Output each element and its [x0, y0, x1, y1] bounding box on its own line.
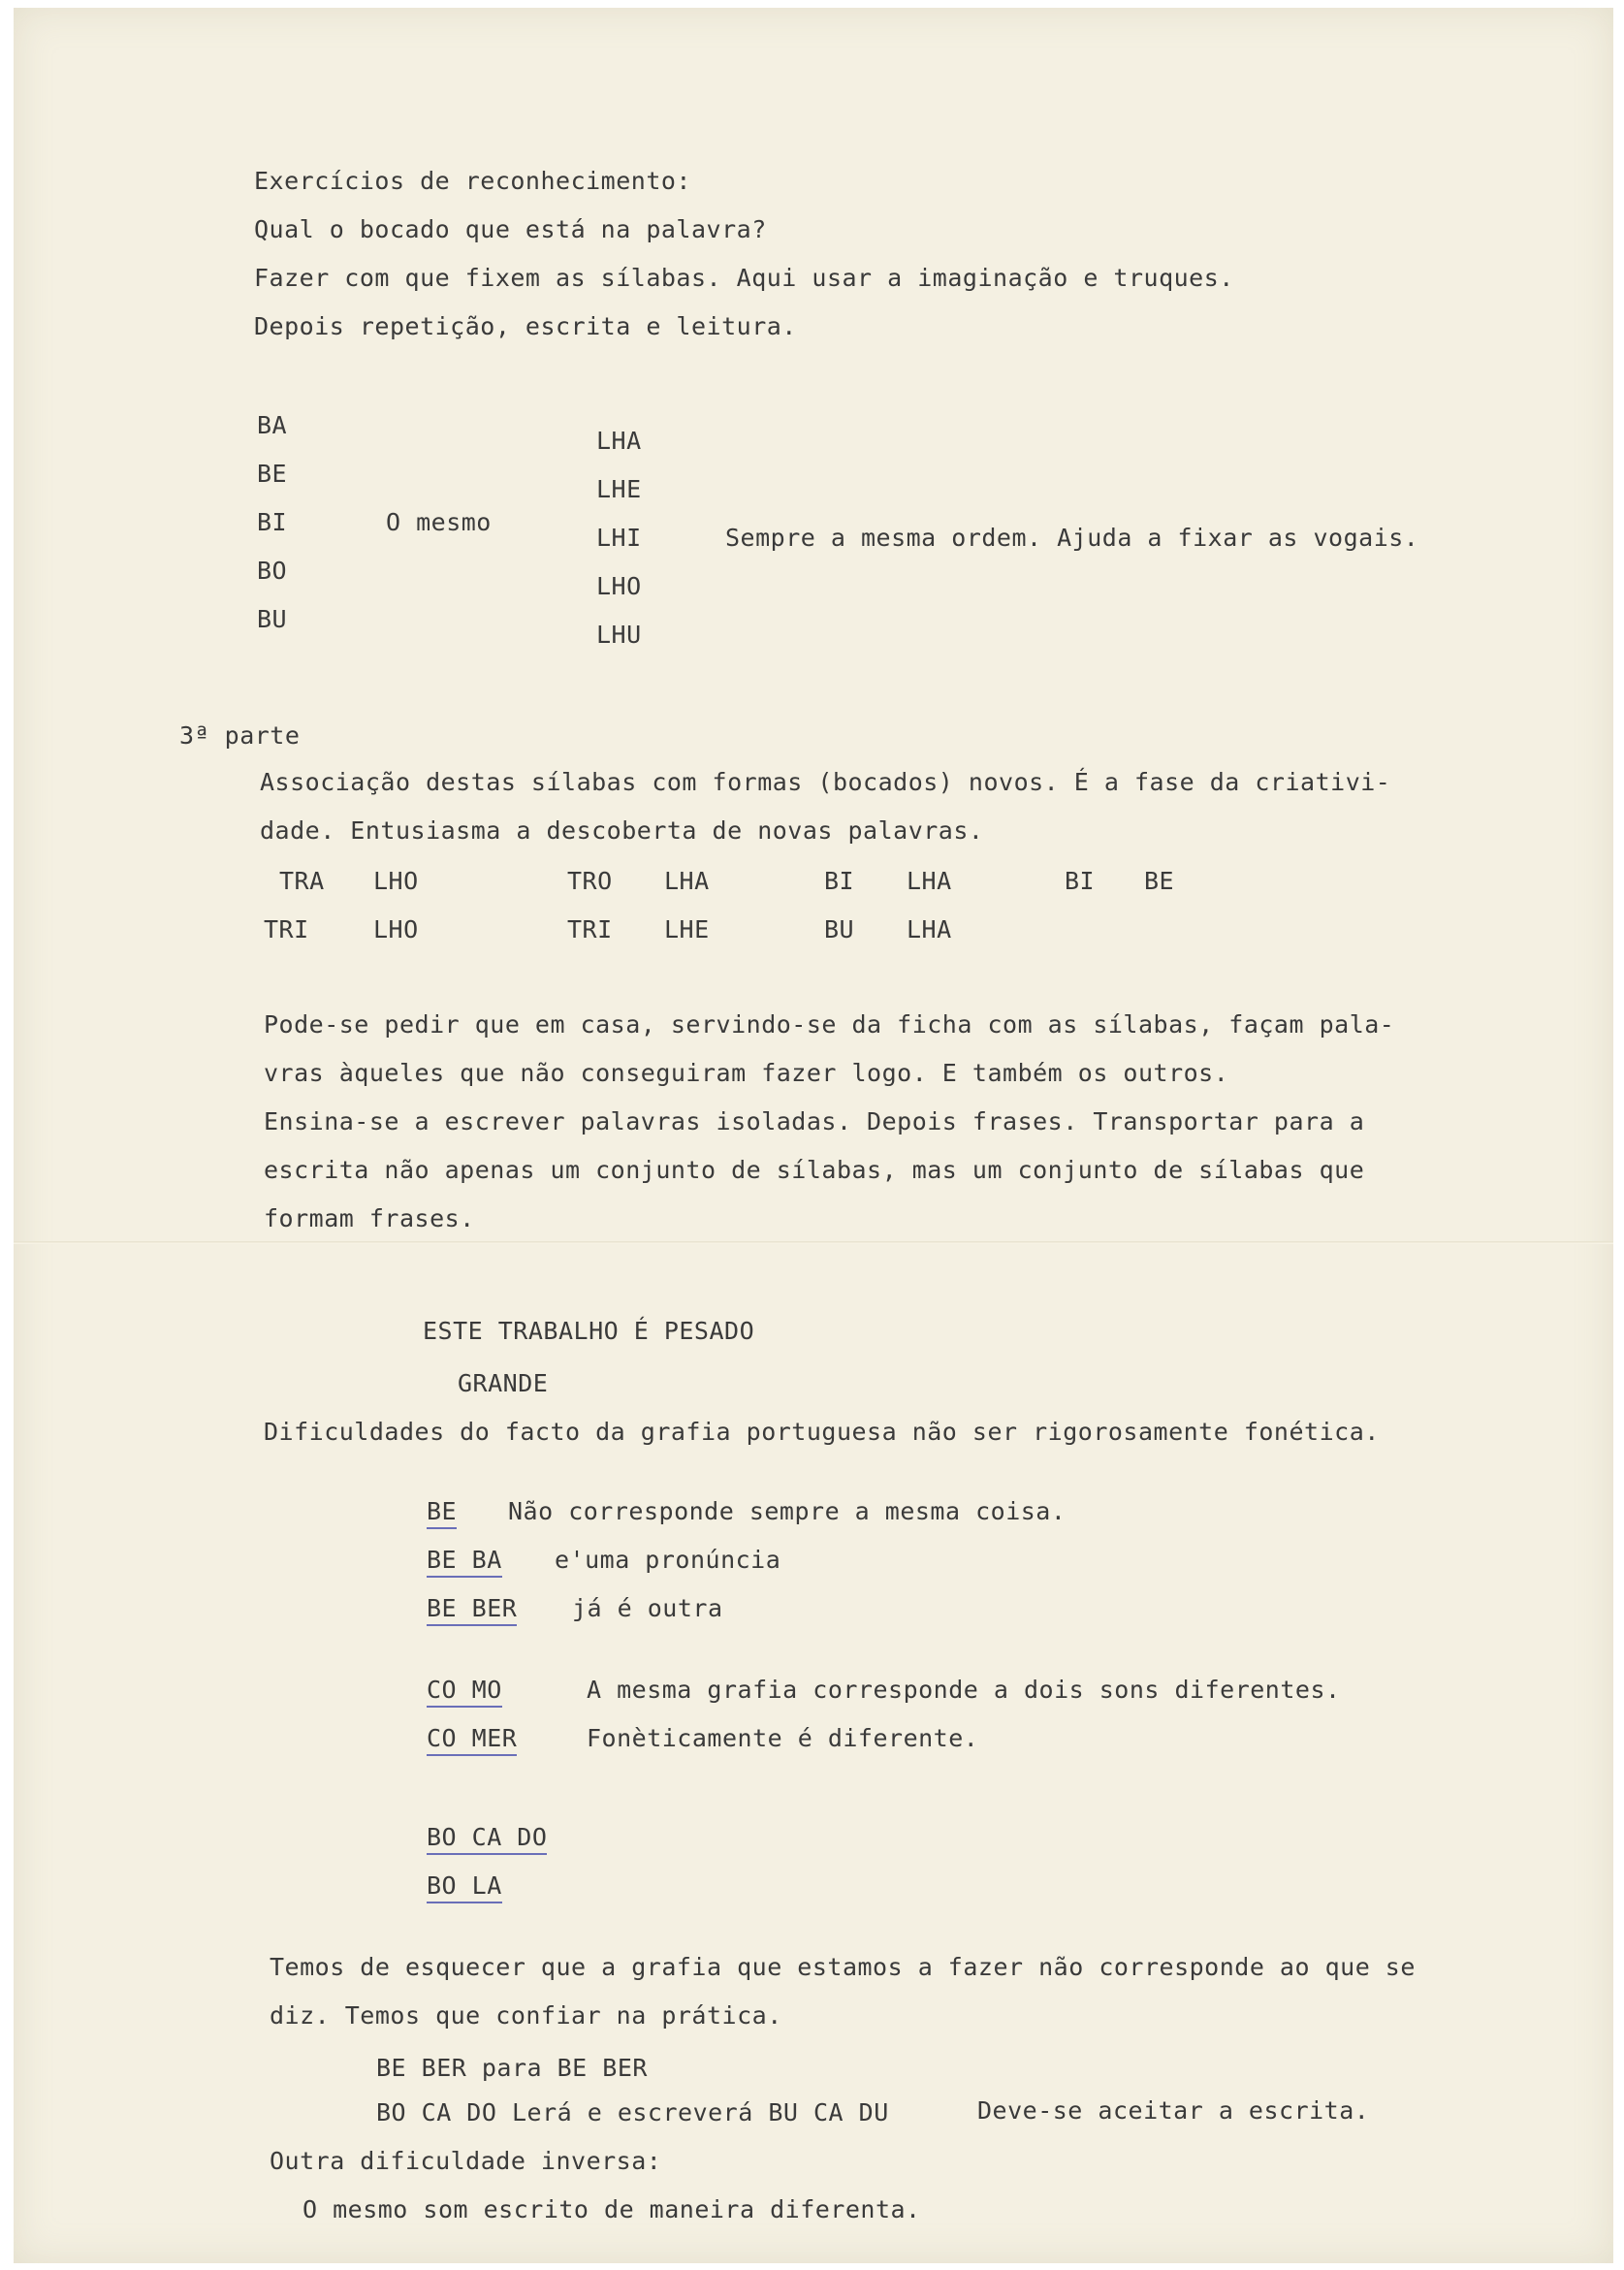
closing-line-5: Outra dificuldade inversa:	[270, 2147, 662, 2175]
example-como	[427, 1676, 502, 1704]
word-row1-1: TRA	[279, 867, 325, 895]
syllable-right-3: LHI	[596, 524, 642, 552]
example-be-word: BE	[427, 1497, 457, 1529]
word-row2-6: LHA	[907, 915, 952, 943]
syllable-right-5: LHU	[596, 621, 642, 649]
word-row1-6: LHA	[907, 867, 952, 895]
para2-line-1: Pode-se pedir que em casa, servindo-se da ficha com as sílabas, façam pala-	[264, 1010, 1395, 1039]
syllable-left-3: BI	[257, 508, 288, 536]
closing-line-4b: Deve-se aceitar a escrita.	[977, 2096, 1370, 2125]
example-beber	[427, 1594, 517, 1622]
example-be-note: Não corresponde sempre a mesma coisa.	[508, 1497, 1067, 1525]
syllable-middle: O mesmo	[386, 508, 492, 536]
closing-line-6: O mesmo som escrito de maneira diferenta.	[303, 2195, 921, 2223]
word-row2-4: LHE	[664, 915, 710, 943]
example-comer-note: Fonèticamente é diferente.	[587, 1724, 979, 1752]
example-bocado-word: BO CA DO	[427, 1823, 547, 1855]
heavy-line-2: GRANDE	[458, 1369, 549, 1397]
word-row2-3: TRI	[567, 915, 613, 943]
header-line-4: Depois repetição, escrita e leitura.	[254, 312, 797, 340]
closing-line-1: Temos de esquecer que a grafia que estamos a fazer não corresponde ao que se	[270, 1953, 1416, 1981]
syllable-right-2: LHE	[596, 475, 642, 503]
part3-line-1: Associação destas sílabas com formas (bocados) novos. É a fase da criativi-	[260, 768, 1391, 796]
example-be	[427, 1497, 457, 1525]
example-comer	[427, 1724, 517, 1752]
word-row1-2: LHO	[373, 867, 419, 895]
heavy-line-3: Dificuldades do facto da grafia portuguesa não ser rigorosamente fonética.	[264, 1418, 1380, 1446]
example-beber-word: BE BER	[427, 1594, 517, 1626]
syllable-left-2: BE	[257, 460, 288, 488]
heavy-line-1: ESTE TRABALHO É PESADO	[423, 1317, 755, 1345]
closing-line-4a: BO CA DO Lerá e escreverá BU CA DU	[376, 2098, 889, 2126]
word-row2-2: LHO	[373, 915, 419, 943]
header-line-3: Fazer com que fixem as sílabas. Aqui usar a imaginação e truques.	[254, 264, 1234, 292]
example-beba-word: BE BA	[427, 1546, 502, 1578]
closing-line-3: BE BER para BE BER	[376, 2054, 648, 2082]
para2-line-5: formam frases.	[264, 1204, 475, 1232]
page-fold	[14, 1241, 1613, 1244]
example-bola	[427, 1871, 502, 1900]
part3-line-2: dade. Entusiasma a descoberta de novas palavras.	[260, 816, 984, 845]
word-row1-4: LHA	[664, 867, 710, 895]
word-row2-1: TRI	[264, 915, 309, 943]
example-comer-word: CO MER	[427, 1724, 517, 1756]
example-beber-note: já é outra	[572, 1594, 723, 1622]
word-row1-3: TRO	[567, 867, 613, 895]
example-bocado	[427, 1823, 547, 1851]
syllable-left-5: BU	[257, 605, 288, 633]
document-page	[14, 8, 1613, 2263]
syllable-note: Sempre a mesma ordem. Ajuda a fixar as vogais.	[725, 524, 1419, 552]
header-line-2: Qual o bocado que está na palavra?	[254, 215, 767, 243]
example-beba-note: e'uma pronúncia	[555, 1546, 781, 1574]
word-row1-8: BE	[1144, 867, 1175, 895]
part3-heading: 3ª parte	[179, 721, 301, 750]
closing-line-2: diz. Temos que confiar na prática.	[270, 2001, 782, 2030]
word-row2-5: BU	[824, 915, 855, 943]
syllable-left-1: BA	[257, 411, 288, 439]
syllable-right-1: LHA	[596, 427, 642, 455]
example-como-note: A mesma grafia corresponde a dois sons diferentes.	[587, 1676, 1341, 1704]
para2-line-2: vras àqueles que não conseguiram fazer logo. E também os outros.	[264, 1059, 1229, 1087]
example-beba	[427, 1546, 502, 1574]
para2-line-4: escrita não apenas um conjunto de sílabas, mas um conjunto de sílabas que	[264, 1156, 1365, 1184]
syllable-left-4: BO	[257, 557, 288, 585]
syllable-right-4: LHO	[596, 572, 642, 600]
para2-line-3: Ensina-se a escrever palavras isoladas. Depois frases. Transportar para a	[264, 1107, 1365, 1135]
word-row1-7: BI	[1065, 867, 1096, 895]
example-como-word: CO MO	[427, 1676, 502, 1708]
example-bola-word: BO LA	[427, 1871, 502, 1903]
word-row1-5: BI	[824, 867, 855, 895]
header-line-1: Exercícios de reconhecimento:	[254, 167, 691, 195]
